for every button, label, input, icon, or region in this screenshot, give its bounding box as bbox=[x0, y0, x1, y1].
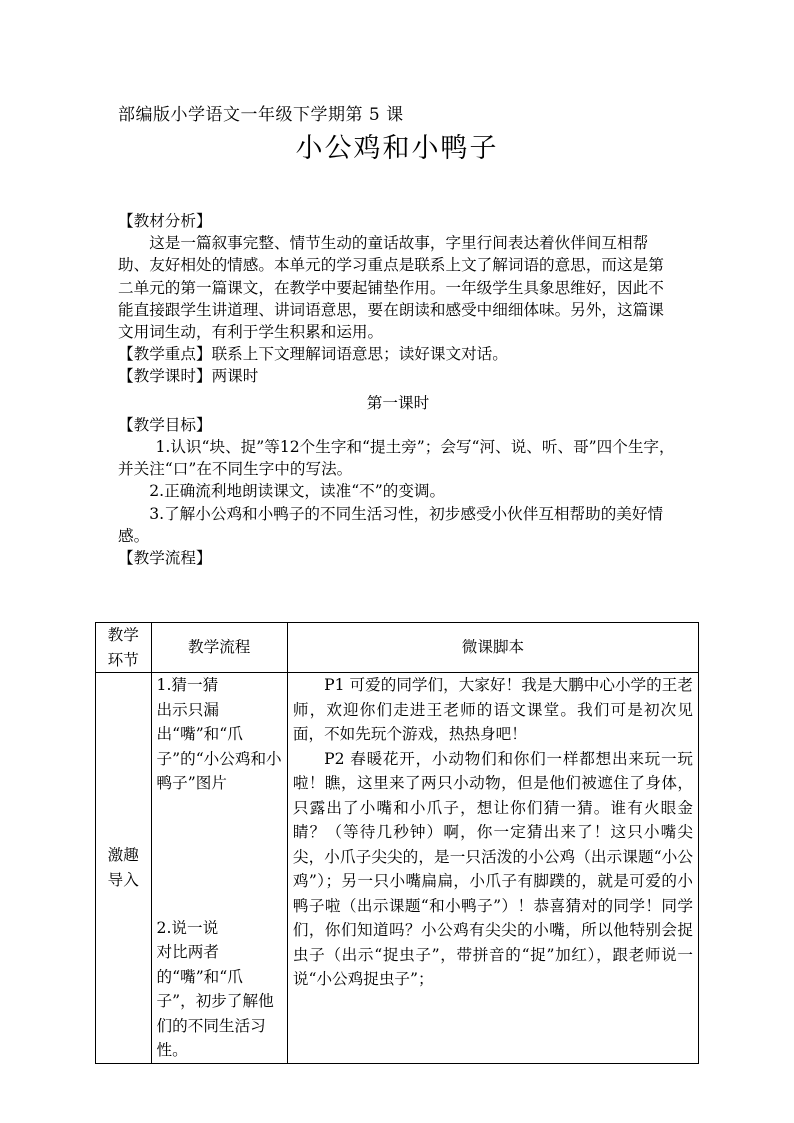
table-row bbox=[96, 673, 699, 1064]
step-2-desc: 对比两者的“嘴”和“爪子”，初步了解他们的不同生活习性。 bbox=[156, 943, 274, 1059]
script-paragraph-p2: P2 春暖花开，小动物们和你们一样都想出来玩一玩啦！瞧，这里来了两只小动物，但是他们被遮住了身体，只露出了小嘴和小爪子，想让你们猜一猜。谁有火眼金睛？（等待几秒钟）啊，你一定猜出来了！这只小嘴尖尖，小爪子尖尖的，是一只活泼的小公鸡（出示课题“小公鸡”）；另一只小嘴扁扁，小爪子有脚蹼的，就是可爱的小鸭子啦（出示课题“和小鸭子”）！恭喜猜对的同学！同学们，你们知道吗？小公鸡有尖尖的小嘴，所以他特别会捉虫子（出示“捉虫子”，带拼音的“捉”加红），跟老师说一说“小公鸡捉虫子”； bbox=[292, 749, 693, 988]
analysis-text: 这是一篇叙事完整、情节生动的童话故事，字里行间表达着伙伴间互相帮助、友好相处的情感。本单元的学习重点是联系上文了解词语的意思，而这是第二单元的第一篇课文，在教学中要起铺垫作用。一年级学生具象思维好，因此不能直接跟学生讲道理、讲词语意思，要在朗读和感受中细细体味。另外，这篇课文用词生动，有利于学生积累和运用。 bbox=[118, 234, 664, 342]
goal-item-2: 2.正确流利地朗读课文，读准“不”的变调。 bbox=[149, 482, 446, 501]
analysis-heading: 【教材分析】 bbox=[118, 212, 212, 230]
hours-heading: 【教学课时】 bbox=[118, 367, 212, 386]
lesson-title: 小公鸡和小鸭子 bbox=[295, 133, 499, 164]
step-1-title: 1.猜一猜 bbox=[156, 676, 219, 694]
keypoints-heading: 【教学重点】 bbox=[118, 345, 212, 364]
script-cell bbox=[287, 673, 698, 1064]
hours-line bbox=[118, 365, 678, 387]
goal-item-3: 3.了解小公鸡和小鸭子的不同生活习性，初步感受小伙伴互相帮助的美好情感。 bbox=[118, 504, 664, 545]
header-segment: 教学环节 bbox=[96, 623, 152, 673]
spacer bbox=[157, 796, 282, 916]
document-body bbox=[118, 210, 678, 569]
segment-cell: 激趣导入 bbox=[96, 673, 152, 1064]
step-1-desc: 出示只漏出“嘴”和“爪子”的“小公鸡和小鸭子”图片 bbox=[156, 700, 282, 792]
process-heading: 【教学流程】 bbox=[118, 549, 212, 568]
goal-item-1: 1.认识“块、捉”等12个生字和“提土旁”；会写“河、说、听、哥”四个生字，并关注“口”在不同生字中的写法。 bbox=[118, 438, 675, 479]
table-header-row bbox=[96, 623, 699, 673]
teaching-process-table bbox=[95, 622, 699, 1064]
goals-heading: 【教学目标】 bbox=[118, 415, 212, 434]
keypoints-line bbox=[118, 343, 678, 365]
lesson-label: 第一课时 bbox=[366, 393, 430, 412]
keypoints-text: 联系上下文理解词语意思；读好课文对话。 bbox=[211, 345, 508, 364]
header-script: 微课脚本 bbox=[287, 623, 698, 673]
script-paragraph-p1: P1 可爱的同学们，大家好！我是大鹏中心小学的王老师，欢迎你们走进王老师的语文课堂。我们可是初次见面，不如先玩个游戏，热热身吧！ bbox=[292, 676, 693, 743]
header-process: 教学流程 bbox=[151, 623, 287, 673]
lesson-subtitle: 部编版小学语文一年级下学期第 5 课 bbox=[118, 105, 404, 125]
hours-text: 两课时 bbox=[211, 367, 259, 386]
step-2-title: 2.说一说 bbox=[156, 918, 219, 937]
process-cell bbox=[151, 673, 287, 1064]
